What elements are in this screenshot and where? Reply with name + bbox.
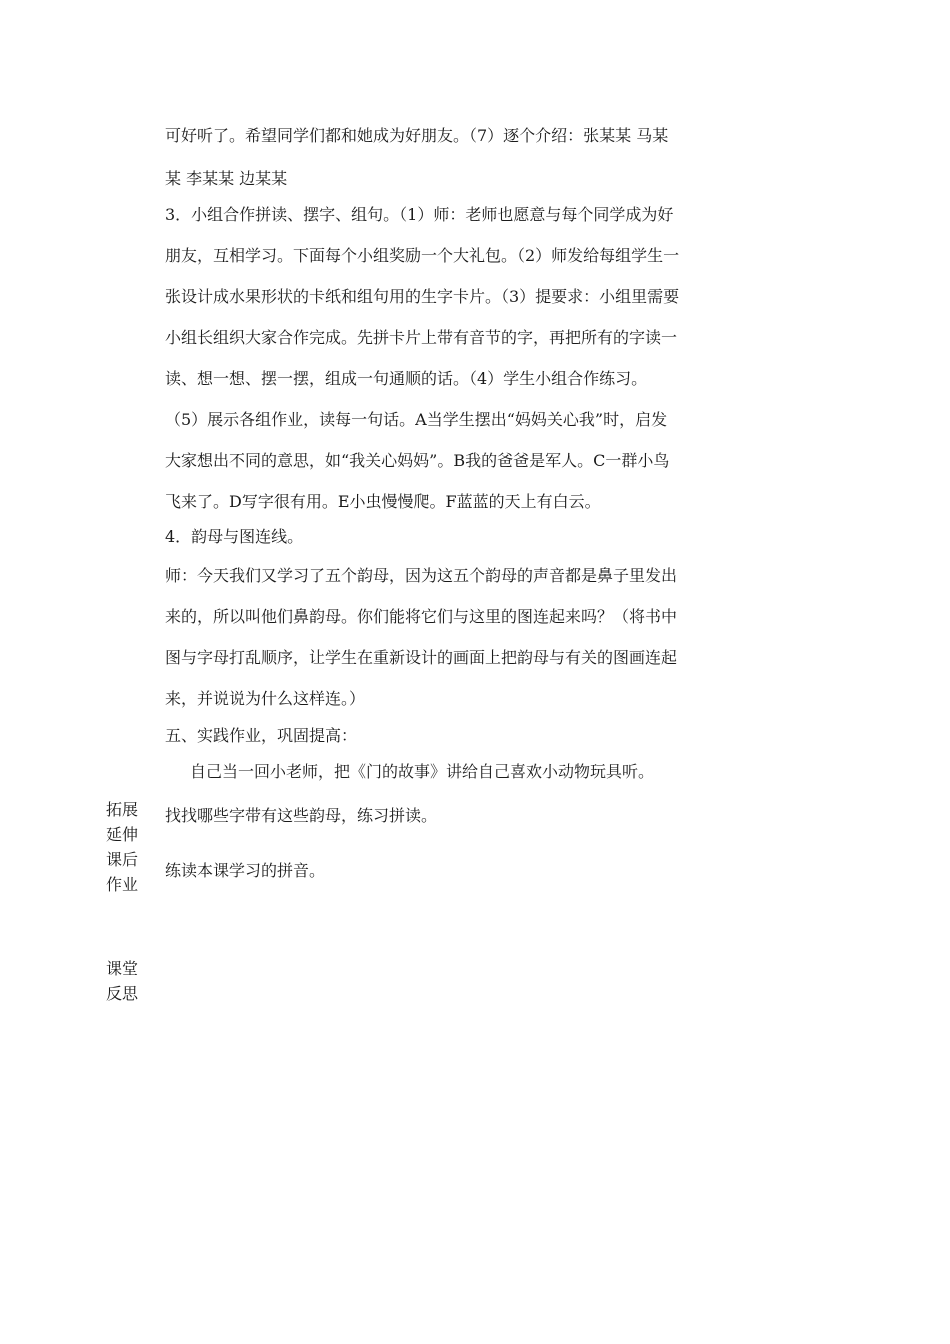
body-line-8: （5）展示各组作业，读每一句话。A当学生摆出“妈妈关心我”时，启发 <box>165 410 668 429</box>
extension-item-1: 找找哪些字带有这些韵母，练习拼读。 <box>165 806 438 825</box>
extension-item-2: 练读本课学习的拼音。 <box>165 861 326 880</box>
body-line-7: 读、想一想、摆一摆，组成一句通顺的话。（4）学生小组合作练习。 <box>165 369 648 388</box>
body-line-practice: 自己当一回小老师，把《门的故事》讲给自己喜欢小动物玩具听。 <box>190 762 655 781</box>
body-line-11: 4．韵母与图连线。 <box>165 527 304 546</box>
body-line-14: 图与字母打乱顺序，让学生在重新设计的画面上把韵母与有关的图画连起 <box>165 648 678 667</box>
section-heading-practice: 五、实践作业，巩固提高： <box>165 726 358 745</box>
body-line-1: 可好听了。希望同学们都和她成为好朋友。（7）逐个介绍：张某某 马某 <box>165 126 669 145</box>
extension-homework-label: 拓展 延伸 课后 作业 <box>106 800 139 894</box>
body-line-12: 师：今天我们又学习了五个韵母，因为这五个韵母的声音都是鼻子里发出 <box>165 566 678 585</box>
body-line-5: 张设计成水果形状的卡纸和组句用的生字卡片。（3）提要求：小组里需要 <box>165 287 680 306</box>
body-line-15: 来，并说说为什么这样连。） <box>165 689 366 708</box>
body-line-6: 小组长组织大家合作完成。先拼卡片上带有音节的字，再把所有的字读一 <box>165 328 678 347</box>
body-line-3: 3．小组合作拼读、摆字、组句。（1）师：老师也愿意与每个同学成为好 <box>165 205 674 224</box>
body-line-13: 来的，所以叫他们鼻韵母。你们能将它们与这里的图连起来吗？（将书中 <box>165 607 678 626</box>
body-line-2: 某 李某某 边某某 <box>165 169 288 188</box>
body-line-4: 朋友，互相学习。下面每个小组奖励一个大礼包。（2）师发给每组学生一 <box>165 246 680 265</box>
body-line-10: 飞来了。D写字很有用。E小虫慢慢爬。F蓝蓝的天上有白云。 <box>165 492 601 511</box>
body-line-9: 大家想出不同的意思，如“我关心妈妈”。B我的爸爸是军人。C一群小鸟 <box>165 451 670 470</box>
classroom-reflection-label: 课堂 反思 <box>106 959 139 1003</box>
